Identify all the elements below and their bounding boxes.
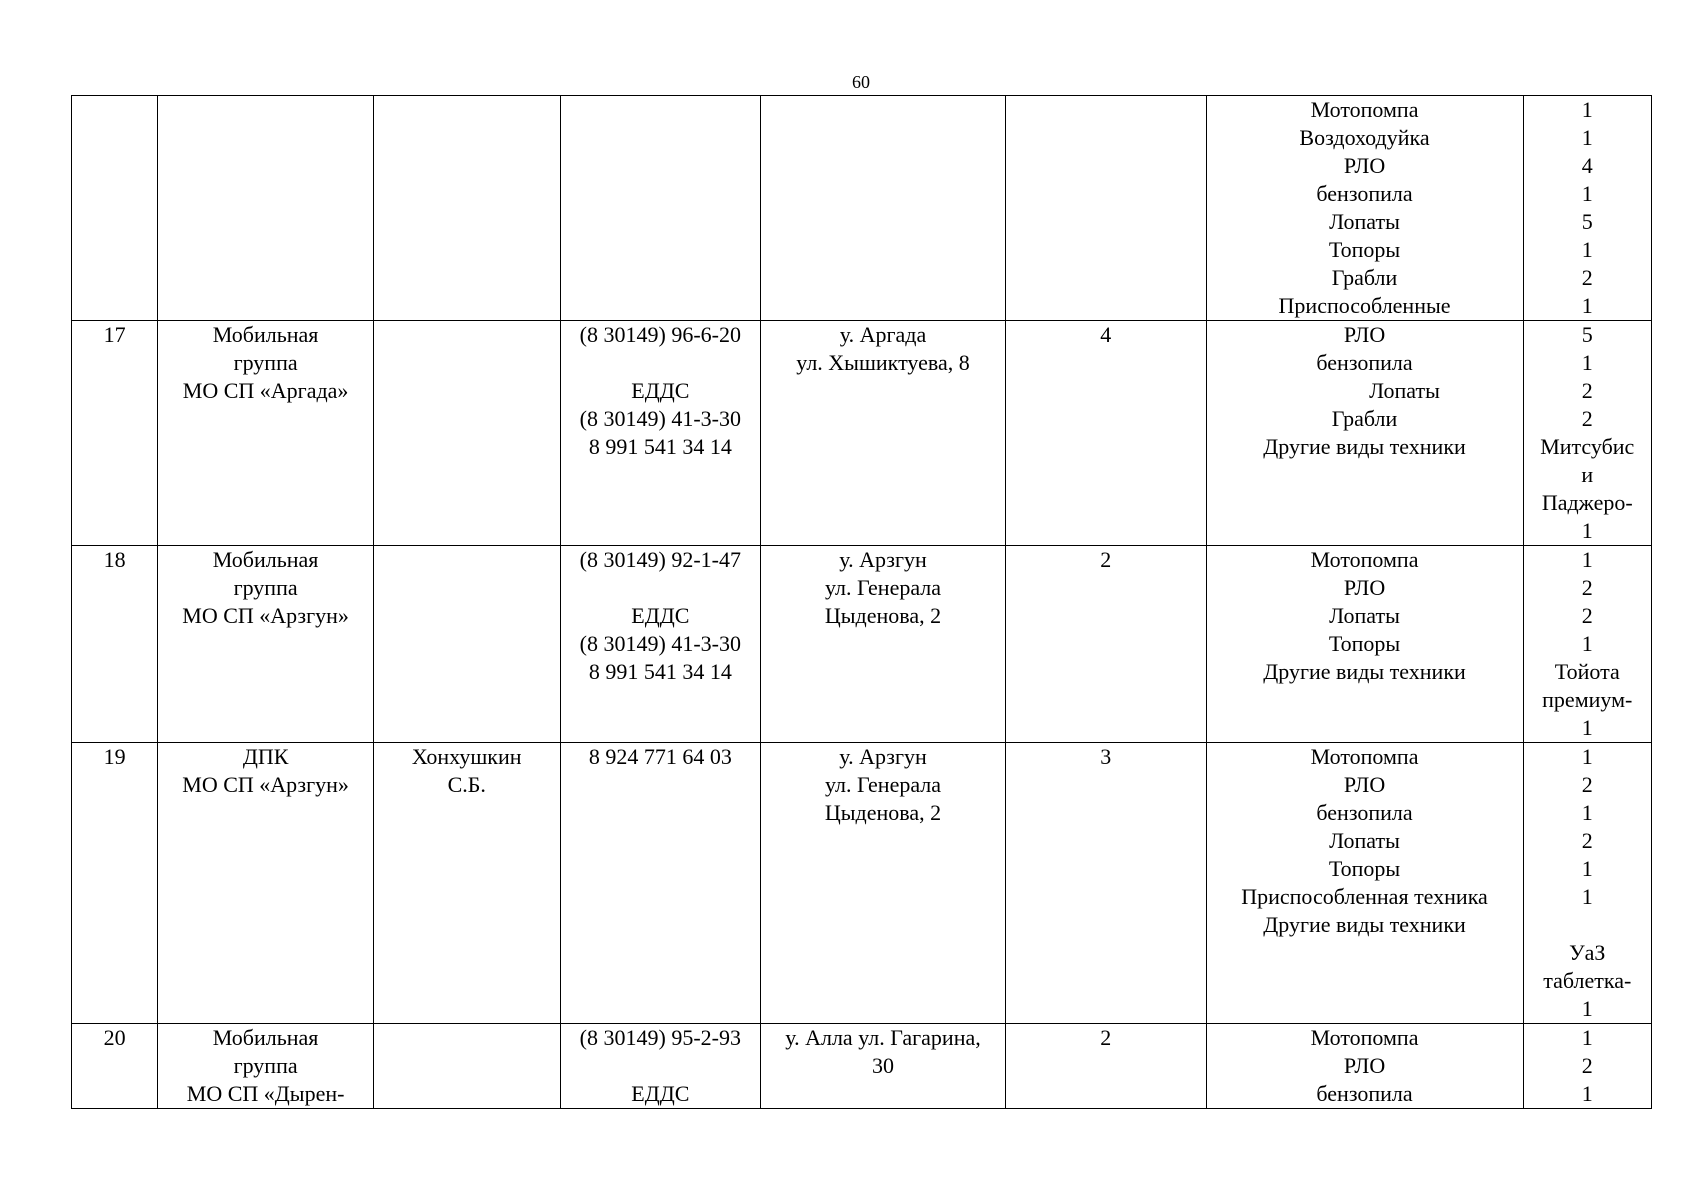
- cell-line: ЕДДС: [631, 603, 690, 628]
- cell-line: [376, 96, 558, 124]
- address-cell: [761, 743, 1006, 1024]
- personnel-count-cell: [1005, 546, 1206, 743]
- cell-line: Лопаты: [1329, 209, 1400, 234]
- cell-line: 3: [1100, 744, 1112, 769]
- cell-line: 1: [1581, 1081, 1593, 1106]
- cell-line: 1: [1581, 800, 1593, 825]
- cell-line: [563, 1052, 759, 1080]
- cell-line: Другие виды техники: [1263, 434, 1466, 459]
- cell-line: МО СП «Арзгун»: [182, 603, 349, 628]
- cell-line: РЛО: [1343, 153, 1386, 178]
- cell-line: 8 924 771 64 03: [588, 744, 732, 769]
- cell-line: 1: [1581, 631, 1593, 656]
- row-number-cell: [72, 96, 158, 321]
- cell-line: 1: [1581, 237, 1593, 262]
- cell-line: С.Б.: [447, 772, 486, 797]
- unit-name-cell: [158, 96, 374, 321]
- cell-line: МО СП «Арзгун»: [182, 772, 349, 797]
- row-number-cell: [72, 1024, 158, 1109]
- equipment-list-cell: [1206, 546, 1523, 743]
- cell-line: (8 30149) 41-3-30: [579, 631, 741, 656]
- phone-cell: [560, 321, 761, 546]
- cell-line: 18: [103, 547, 126, 572]
- cell-line: РЛО: [1343, 1053, 1386, 1078]
- cell-line: [763, 96, 1003, 124]
- cell-line: УаЗ: [1569, 940, 1606, 965]
- cell-line: [1526, 911, 1649, 939]
- cell-line: [563, 96, 759, 124]
- cell-line: 2: [1581, 378, 1593, 403]
- personnel-count-cell: [1005, 1024, 1206, 1109]
- table-row: [72, 743, 1652, 1024]
- cell-line: 4: [1581, 153, 1593, 178]
- cell-line: ДПК: [242, 744, 289, 769]
- page-number: 60: [852, 72, 870, 92]
- cell-line: 1: [1581, 293, 1593, 318]
- cell-line: [1008, 96, 1204, 124]
- cell-line: бензопила: [1316, 350, 1413, 375]
- cell-line: РЛО: [1343, 575, 1386, 600]
- cell-line: Грабли: [1331, 406, 1398, 431]
- cell-line: 2: [1581, 603, 1593, 628]
- cell-line: 19: [103, 744, 126, 769]
- cell-line: 1: [1581, 884, 1593, 909]
- responsible-person-cell: [373, 96, 560, 321]
- cell-line: ул. Хышиктуева, 8: [796, 350, 970, 375]
- table-row: [72, 321, 1652, 546]
- equipment-list-cell: [1206, 321, 1523, 546]
- row-number-cell: [72, 546, 158, 743]
- cell-line: у. Алла ул. Гагарина,: [785, 1025, 981, 1050]
- cell-line: и: [1581, 462, 1594, 487]
- cell-line: 5: [1581, 322, 1593, 347]
- cell-line: ул. Генерала: [824, 772, 942, 797]
- cell-line: 2: [1581, 265, 1593, 290]
- cell-line: бензопила: [1316, 1081, 1413, 1106]
- cell-line: у. Арзгун: [839, 744, 927, 769]
- cell-line: [74, 96, 155, 124]
- personnel-count-cell: [1005, 321, 1206, 546]
- cell-line: 8 991 541 34 14: [588, 434, 732, 459]
- cell-line: РЛО: [1343, 772, 1386, 797]
- cell-line: [376, 321, 558, 349]
- cell-line: 1: [1581, 996, 1593, 1021]
- cell-line: [563, 349, 759, 377]
- cell-line: Мобильная: [212, 322, 319, 347]
- equipment-list-cell: [1206, 96, 1523, 321]
- cell-line: Цыденова, 2: [824, 800, 942, 825]
- cell-line: 1: [1581, 856, 1593, 881]
- cell-line: (8 30149) 96-6-20: [579, 322, 741, 347]
- address-cell: [761, 546, 1006, 743]
- cell-line: Приспособленная техника: [1241, 884, 1488, 909]
- cell-line: Мотопомпа: [1310, 1025, 1419, 1050]
- cell-line: Другие виды техники: [1263, 912, 1466, 937]
- address-cell: [761, 321, 1006, 546]
- cell-line: группа: [233, 1053, 298, 1078]
- table-row: [72, 96, 1652, 321]
- cell-line: РЛО: [1343, 322, 1386, 347]
- cell-line: Приспособленные: [1278, 293, 1451, 318]
- cell-line: 5: [1581, 209, 1593, 234]
- cell-line: (8 30149) 41-3-30: [579, 406, 741, 431]
- quantity-cell: [1523, 96, 1651, 321]
- unit-name-cell: [158, 743, 374, 1024]
- cell-line: 1: [1581, 518, 1593, 543]
- cell-line: Воздоходуйка: [1299, 125, 1430, 150]
- table-row: [72, 546, 1652, 743]
- cell-line: 1: [1581, 125, 1593, 150]
- personnel-count-cell: [1005, 743, 1206, 1024]
- cell-line: (8 30149) 95-2-93: [579, 1025, 741, 1050]
- cell-line: 2: [1581, 828, 1593, 853]
- cell-line: ЕДДС: [631, 1081, 690, 1106]
- phone-cell: [560, 96, 761, 321]
- address-cell: [761, 96, 1006, 321]
- cell-line: 2: [1581, 575, 1593, 600]
- cell-line: 2: [1581, 772, 1593, 797]
- equipment-table: [71, 95, 1652, 1109]
- personnel-count-cell: [1005, 96, 1206, 321]
- cell-line: 1: [1581, 350, 1593, 375]
- cell-line: группа: [233, 575, 298, 600]
- cell-line: Лопаты: [1369, 378, 1440, 403]
- cell-line: (8 30149) 92-1-47: [579, 547, 741, 572]
- cell-line: Мотопомпа: [1310, 547, 1419, 572]
- cell-line: Лопаты: [1329, 603, 1400, 628]
- cell-line: 2: [1581, 406, 1593, 431]
- cell-line: Другие виды техники: [1263, 659, 1466, 684]
- cell-line: 1: [1581, 715, 1593, 740]
- cell-line: 1: [1581, 181, 1593, 206]
- quantity-cell: [1523, 321, 1651, 546]
- cell-line: ЕДДС: [631, 378, 690, 403]
- responsible-person-cell: [373, 743, 560, 1024]
- row-number-cell: [72, 321, 158, 546]
- cell-line: 2: [1100, 547, 1112, 572]
- cell-line: МО СП «Дырен-: [186, 1081, 345, 1106]
- row-number-cell: [72, 743, 158, 1024]
- cell-line: группа: [233, 350, 298, 375]
- phone-cell: [560, 743, 761, 1024]
- cell-line: 4: [1100, 322, 1112, 347]
- address-cell: [761, 1024, 1006, 1109]
- cell-line: [563, 574, 759, 602]
- cell-line: [376, 1024, 558, 1052]
- phone-cell: [560, 546, 761, 743]
- cell-line: [376, 546, 558, 574]
- cell-line: Мотопомпа: [1310, 744, 1419, 769]
- cell-line: 20: [103, 1025, 126, 1050]
- cell-line: 1: [1581, 1025, 1593, 1050]
- cell-line: ул. Генерала: [824, 575, 942, 600]
- cell-line: Мотопомпа: [1310, 97, 1419, 122]
- quantity-cell: [1523, 743, 1651, 1024]
- cell-line: Мобильная: [212, 1025, 319, 1050]
- cell-line: 1: [1581, 744, 1593, 769]
- equipment-list-cell: [1206, 743, 1523, 1024]
- cell-line: 1: [1581, 547, 1593, 572]
- responsible-person-cell: [373, 546, 560, 743]
- cell-line: 2: [1100, 1025, 1112, 1050]
- quantity-cell: [1523, 1024, 1651, 1109]
- cell-line: 1: [1581, 97, 1593, 122]
- quantity-cell: [1523, 546, 1651, 743]
- cell-line: Хонхушкин: [411, 744, 522, 769]
- cell-line: [160, 96, 371, 124]
- cell-line: МО СП «Аргада»: [182, 378, 349, 403]
- responsible-person-cell: [373, 321, 560, 546]
- cell-line: Топоры: [1328, 856, 1401, 881]
- cell-line: Мобильная: [212, 547, 319, 572]
- phone-cell: [560, 1024, 761, 1109]
- cell-line: таблетка-: [1543, 968, 1632, 993]
- cell-line: Цыденова, 2: [824, 603, 942, 628]
- cell-line: Топоры: [1328, 237, 1401, 262]
- cell-line: Лопаты: [1329, 828, 1400, 853]
- cell-line: бензопила: [1316, 181, 1413, 206]
- cell-line: Топоры: [1328, 631, 1401, 656]
- unit-name-cell: [158, 1024, 374, 1109]
- cell-line: Паджеро-: [1541, 490, 1633, 515]
- unit-name-cell: [158, 321, 374, 546]
- responsible-person-cell: [373, 1024, 560, 1109]
- cell-line: 8 991 541 34 14: [588, 659, 732, 684]
- unit-name-cell: [158, 546, 374, 743]
- cell-line: 17: [103, 322, 126, 347]
- cell-line: Грабли: [1331, 265, 1398, 290]
- cell-line: бензопила: [1316, 800, 1413, 825]
- cell-line: у. Арзгун: [839, 547, 927, 572]
- equipment-list-cell: [1206, 1024, 1523, 1109]
- cell-line: премиум-: [1542, 687, 1633, 712]
- cell-line: Тойота: [1554, 659, 1620, 684]
- cell-line: Митсубис: [1540, 434, 1635, 459]
- cell-line: у. Аргада: [839, 322, 927, 347]
- cell-line: 30: [872, 1053, 895, 1078]
- table-row: [72, 1024, 1652, 1109]
- cell-line: 2: [1581, 1053, 1593, 1078]
